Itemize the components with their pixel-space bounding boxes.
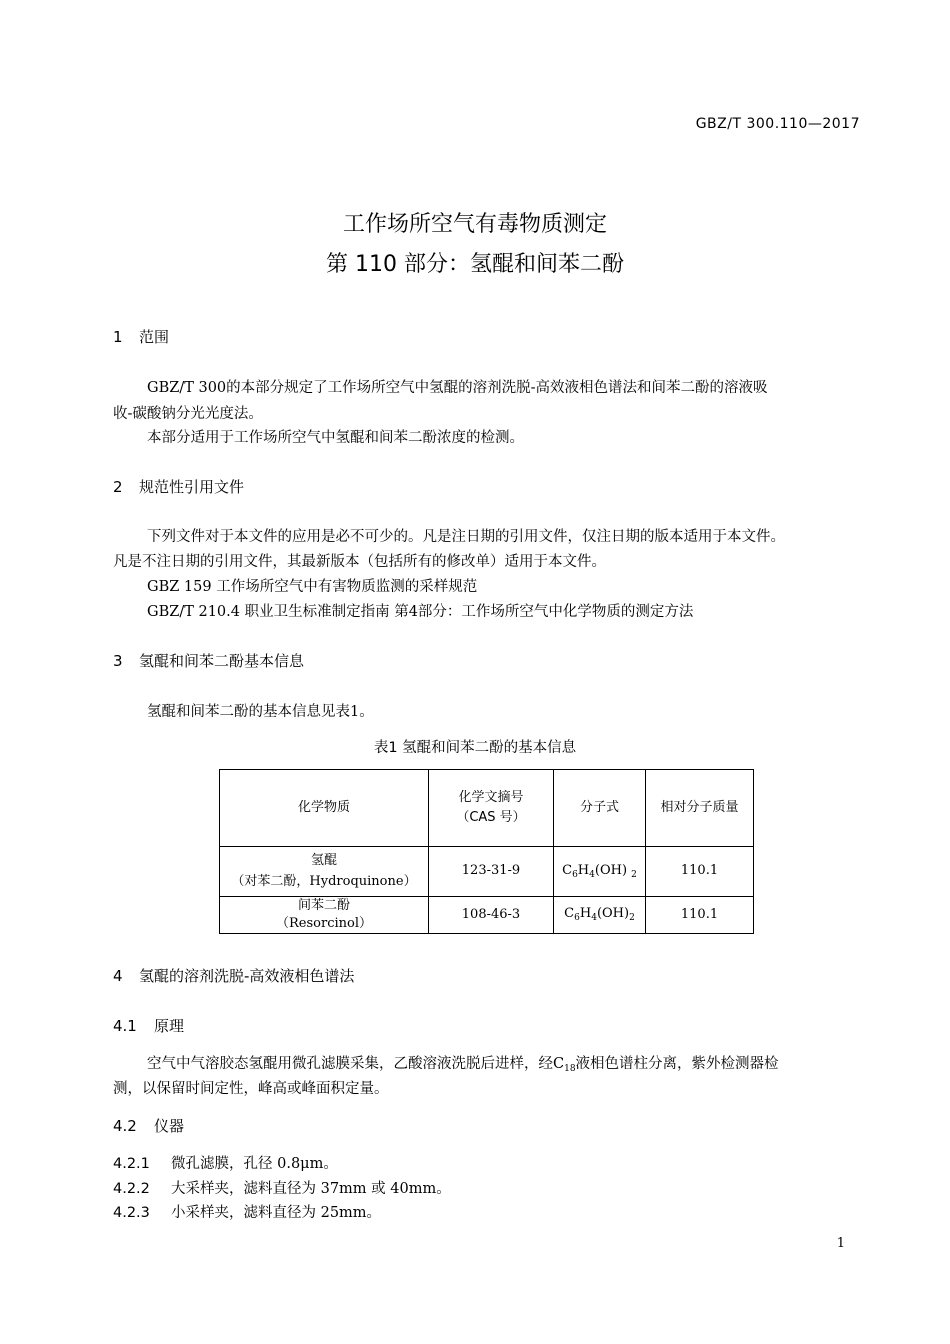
table-caption: 表1 氢醌和间苯二酚的基本信息 <box>373 740 577 756</box>
paragraph: 凡是不注日期的引用文件，其最新版本（包括所有的修改单）适用于本文件。 <box>113 554 606 570</box>
paragraph: 收-碳酸钠分光光度法。 <box>113 406 263 422</box>
paragraph: 下列文件对于本文件的应用是必不可少的。凡是注日期的引用文件，仅注日期的版本适用于本文件。 <box>147 529 785 545</box>
section-number: 3 <box>113 652 123 670</box>
section-title: 范围 <box>139 328 170 346</box>
formula-subscript: 2 <box>629 913 635 924</box>
formula-subscript: 6 <box>574 913 580 924</box>
formula-part: C <box>564 906 575 922</box>
section-title: 氢醌和间苯二酚基本信息 <box>139 652 305 670</box>
cell-formula <box>554 897 646 934</box>
cell-formula <box>554 847 646 897</box>
cell-substance <box>220 847 429 897</box>
title-line-1: 工作场所空气有毒物质测定 <box>342 212 607 237</box>
substance-name: 氢醌 <box>310 853 337 869</box>
item-number: 4.2.1 <box>113 1156 150 1172</box>
reference: GBZ/T 210.4 职业卫生标准制定指南 第4部分：工作场所空气中化学物质的测定方法 <box>147 604 694 620</box>
formula-subscript: 4 <box>591 913 597 924</box>
item-text: 大采样夹，滤料直径为 37mm 或 40mm。 <box>171 1181 451 1197</box>
formula-subscript: 4 <box>589 869 595 880</box>
page-number: 1 <box>836 1236 845 1251</box>
cell-substance <box>220 897 429 934</box>
paragraph: 氢醌和间苯二酚的基本信息见表1。 <box>147 704 374 720</box>
table-row <box>220 897 754 934</box>
item-text: 微孔滤膜，孔径 0.8μm。 <box>171 1156 338 1172</box>
formula-subscript: 6 <box>572 869 578 880</box>
formula-subscript: 2 <box>631 869 637 880</box>
section-3-heading <box>113 650 304 671</box>
item-text: 小采样夹，滤料直径为 25mm。 <box>171 1205 382 1221</box>
list-item <box>113 1177 451 1198</box>
subsection-title: 原理 <box>154 1017 185 1035</box>
cell-mw: 110.1 <box>646 897 754 934</box>
subsection-number: 4.1 <box>113 1017 137 1035</box>
formula-part: H <box>579 906 592 922</box>
cell-cas: 123-31-9 <box>429 847 554 897</box>
subscript: 18 <box>564 1064 576 1074</box>
substance-name: 间苯二酚 <box>297 898 350 914</box>
header-cas-line2: （CAS 号） <box>456 810 526 825</box>
section-2-heading <box>113 476 244 497</box>
subsection-title: 仪器 <box>154 1117 185 1135</box>
paragraph <box>147 1052 779 1074</box>
paragraph: GBZ/T 300的本部分规定了工作场所空气中氢醌的溶剂洗脱-高效液相色谱法和间苯二酚的溶液吸 <box>147 380 768 396</box>
item-number: 4.2.3 <box>113 1205 150 1221</box>
header-formula: 分子式 <box>554 770 646 847</box>
subsection-4-2-heading <box>113 1115 184 1136</box>
section-number: 1 <box>113 328 123 346</box>
section-number: 2 <box>113 478 123 496</box>
paragraph: 本部分适用于工作场所空气中氢醌和间苯二酚浓度的检测。 <box>147 430 524 446</box>
paragraph: 测，以保留时间定性，峰高或峰面积定量。 <box>113 1081 389 1097</box>
table-header-row <box>220 770 754 847</box>
item-number: 4.2.2 <box>113 1181 150 1197</box>
header-mw: 相对分子质量 <box>646 770 754 847</box>
cell-mw: 110.1 <box>646 847 754 897</box>
formula-part: (OH) <box>594 862 628 878</box>
reference: GBZ 159 工作场所空气中有害物质监测的采样规范 <box>147 579 478 595</box>
section-number: 4 <box>113 967 123 985</box>
text-run: 空气中气溶胶态氢醌用微孔滤膜采集，乙酸溶液洗脱后进样，经C <box>147 1056 565 1072</box>
header-cas <box>429 770 554 847</box>
formula-part: (OH) <box>596 906 630 922</box>
standard-code: GBZ/T 300.110—2017 <box>695 116 860 132</box>
section-title: 氢醌的溶剂洗脱-高效液相色谱法 <box>139 967 355 985</box>
list-item <box>113 1201 381 1222</box>
subsection-number: 4.2 <box>113 1117 137 1135</box>
table-row <box>220 847 754 897</box>
section-4-heading <box>113 965 354 986</box>
header-cas-line1: 化学文摘号 <box>458 789 524 805</box>
cell-cas: 108-46-3 <box>429 897 554 934</box>
title-line-2: 第 110 部分：氢醌和间苯二酚 <box>326 252 624 277</box>
formula-part: H <box>577 862 590 878</box>
section-title: 规范性引用文件 <box>139 478 245 496</box>
subsection-4-1-heading <box>113 1015 184 1036</box>
header-substance: 化学物质 <box>220 770 429 847</box>
list-item <box>113 1152 338 1173</box>
substance-alias: （对苯二酚，Hydroquinone） <box>231 873 417 889</box>
section-1-heading <box>113 326 169 347</box>
basic-info-table <box>219 769 754 934</box>
text-run: 液相色谱柱分离，紫外检测器检 <box>575 1056 779 1072</box>
formula-part: C <box>562 862 573 878</box>
substance-alias: （Resorcinol） <box>276 916 372 931</box>
